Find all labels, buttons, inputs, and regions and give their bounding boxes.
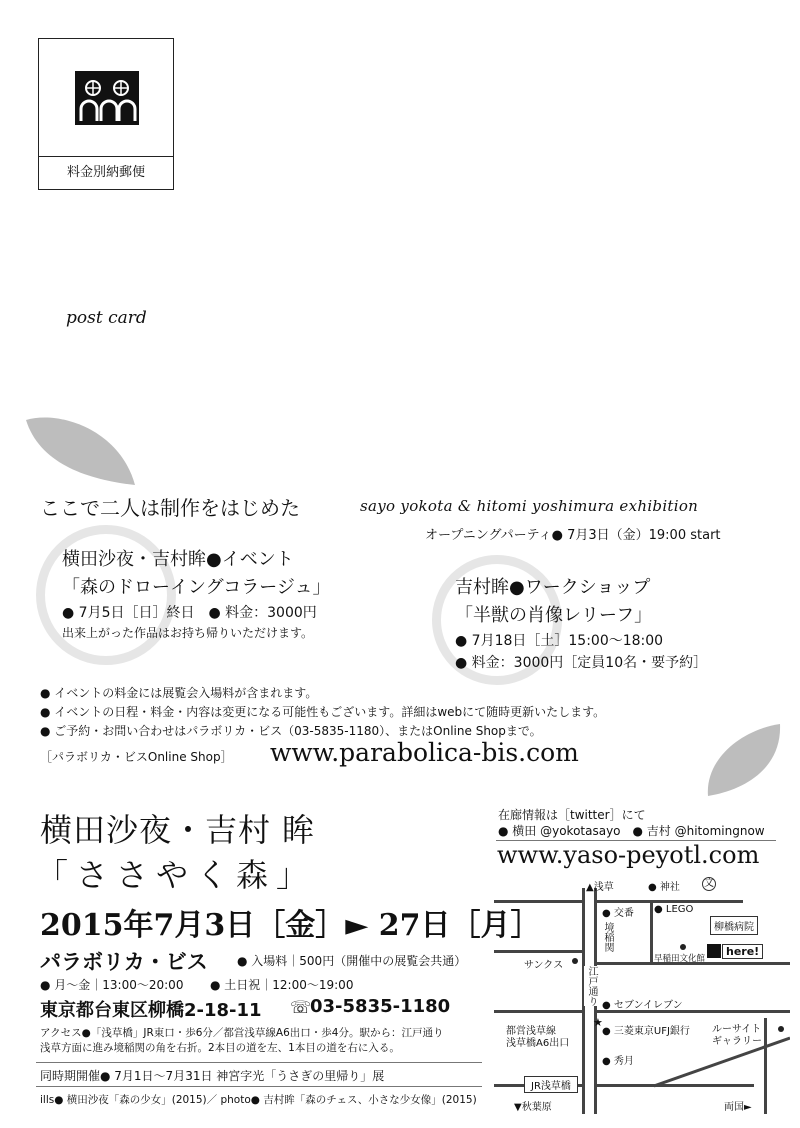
map-label: ギャラリー — [712, 1036, 762, 1047]
event2-date: ● 7月18日［土］15:00～18:00 — [455, 633, 664, 649]
event1-name: 「森のドローイングコラージュ」 — [62, 577, 331, 598]
event1-block — [62, 546, 331, 602]
map-label: ● 神社 — [648, 882, 680, 893]
concurrent-exhibition: 同時期開催● 7月1日～7月31日 神宮字光「うさぎの里帰り」展 — [40, 1069, 385, 1083]
station-star-icon: ★ — [593, 1016, 603, 1029]
map-label: ● LEGO — [654, 904, 694, 915]
map-street — [650, 903, 653, 965]
map-label: JR浅草橋 — [524, 1076, 578, 1093]
shop-url-link[interactable]: www.parabolica-bis.com — [270, 738, 579, 767]
divider — [36, 1086, 482, 1087]
artists-heading: 横田沙夜・吉村 眸 — [40, 811, 316, 849]
phone-icon: ☏ — [290, 998, 312, 1018]
map-dot — [680, 944, 686, 950]
note-item: ● ご予約・お問い合わせはパラボリカ・ビス（03-5835-1180）、またはOnline Shopまで。 — [40, 724, 542, 738]
hours-weekday: ● 月～金｜13:00～20:00 — [40, 978, 184, 992]
admission: ● 入場料｜500円（開催中の展覧会共通） — [237, 954, 467, 968]
access-info — [40, 1026, 443, 1056]
map-dot — [778, 1026, 784, 1032]
online-shop-label: ［パラボリカ・ビスOnline Shop］ — [40, 750, 233, 764]
stamp-label: 料金別納郵便 — [39, 156, 173, 189]
note-item: ● イベントの日程・料金・内容は変更になる可能性もございます。詳細はwebにて随時更新いたします。 — [40, 705, 606, 719]
access-line: 浅草方面に進み境稲関の角を右折。2本目の道を左、1本目の道を右に入る。 — [40, 1042, 400, 1054]
access-map — [494, 878, 790, 1116]
map-label — [506, 1026, 569, 1050]
access-line: アクセス●「浅草橋」JR東口・歩6分／都営浅草線A6出口・歩4分。駅から：江戸通り — [40, 1027, 444, 1039]
event1-title: 横田沙夜・吉村眸●イベント — [62, 549, 294, 570]
map-label: 両国► — [724, 1102, 752, 1113]
here-label: here! — [722, 944, 763, 959]
event2-block — [455, 574, 652, 630]
event1-date: ● 7月5日［日］終日 ● 料金：3000円 — [62, 605, 317, 621]
postcard-label: post card — [66, 308, 147, 328]
opening-party: オープニングパーティ● 7月3日（金）19:00 start — [425, 528, 721, 543]
map-label: 都営浅草線 — [506, 1026, 556, 1037]
school-icon: 文 — [704, 878, 714, 889]
leaf-icon — [700, 720, 790, 800]
exhibition-dates: 2015年7月3日［金］► 27日［月］ — [40, 908, 541, 943]
venue-name: パラボリカ・ビス — [40, 950, 208, 974]
map-label: ▼秋葉原 — [514, 1102, 552, 1113]
map-dot — [572, 958, 578, 964]
map-label — [712, 1024, 762, 1048]
map-label: ● 三菱東京UFJ銀行 — [602, 1026, 690, 1037]
leaf-icon — [20, 410, 140, 490]
map-label: ▲浅草 — [586, 882, 614, 893]
exhibition-title: 「ささやく森」 — [36, 856, 317, 894]
map-label: 早稲田文化館 — [654, 954, 706, 964]
gallery-logo-icon — [75, 71, 139, 129]
map-label: 柳橋病院 — [710, 916, 758, 935]
map-label: ● セブンイレブン — [602, 1000, 683, 1011]
twitter-accounts[interactable]: ● 横田 @yokotasayo ● 吉村 @hitomingnow — [498, 824, 765, 838]
map-street — [494, 950, 582, 953]
address: 東京都台東区柳橋2-18-11 — [40, 1000, 262, 1021]
phone-number: 03-5835-1180 — [310, 996, 451, 1017]
hours-weekend: ● 土日祝｜12:00～19:00 — [210, 978, 354, 992]
map-street — [494, 900, 582, 903]
event2-name: 「半獣の肖像レリーフ」 — [455, 605, 653, 626]
map-street — [597, 900, 743, 903]
exhibition-subtitle: sayo yokota & hitomi yoshimura exhibition — [360, 497, 699, 515]
map-label: サンクス — [524, 960, 564, 971]
event2-fee: ● 料金：3000円［定員10名・要予約］ — [455, 655, 708, 671]
map-label: ● 秀月 — [602, 1056, 634, 1067]
notes-list — [40, 684, 605, 741]
map-label: 浅草橋A6出口 — [506, 1038, 570, 1049]
event2-title: 吉村眸●ワークショップ — [455, 577, 651, 598]
map-label: 境稲関 — [602, 922, 613, 952]
postage-stamp-box — [38, 38, 174, 190]
map-street — [494, 1010, 582, 1013]
map-label: ● 交番 — [602, 908, 634, 919]
note-item: ● イベントの料金には展覧会入場料が含まれます。 — [40, 686, 318, 700]
credits: ills● 横田沙夜「森の少女」(2015)／ photo● 吉村眸「森のチェス、小さな少女像」(2015) — [40, 1094, 477, 1106]
divider — [36, 1062, 482, 1063]
twitter-header: 在廊情報は［twitter］にて — [498, 808, 646, 822]
map-label: ルーサイト — [712, 1024, 762, 1035]
here-marker-icon — [707, 944, 721, 958]
page-title: ここで二人は制作をはじめた — [40, 496, 300, 520]
map-label: 江戸通り — [586, 966, 597, 1006]
event1-note: 出来上がった作品はお持ち帰りいただけます。 — [62, 626, 314, 640]
site-url-link[interactable]: www.yaso-peyotl.com — [497, 841, 760, 869]
